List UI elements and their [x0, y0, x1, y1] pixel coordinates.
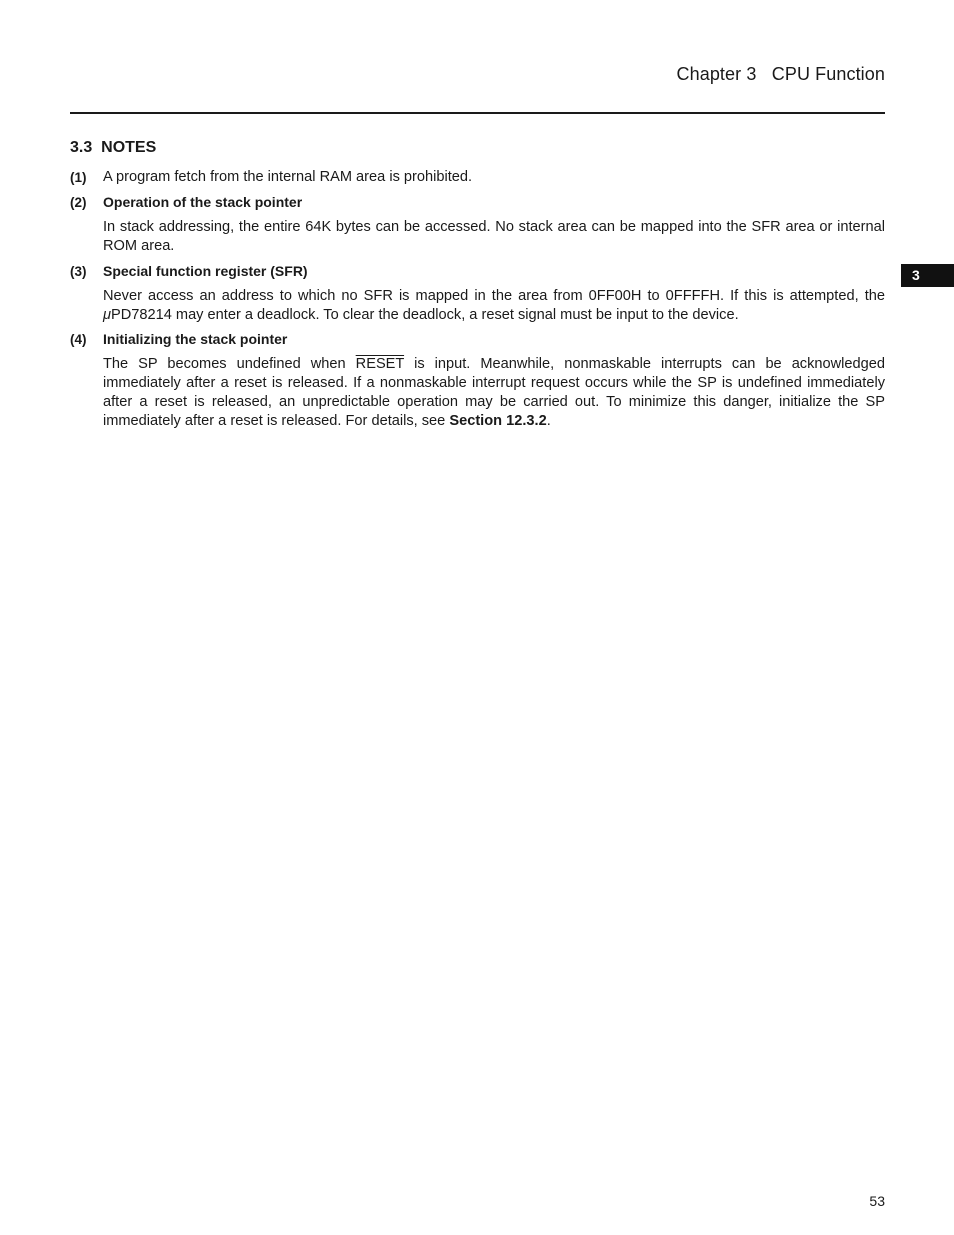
section-reference: Section 12.3.2 [449, 413, 547, 429]
section-heading: 3.3 NOTES [70, 139, 157, 156]
note-2 [70, 193, 885, 258]
note-body [103, 287, 885, 325]
note-number: (3) [70, 264, 87, 279]
note-number: (1) [70, 170, 87, 185]
header-rule [70, 112, 885, 114]
note-text: A program fetch from the internal RAM area is prohibited. [103, 169, 473, 185]
note-number: (2) [70, 195, 87, 210]
note-1 [70, 168, 885, 188]
chapter-tab: 3 [901, 264, 954, 287]
chapter-header: Chapter 3 CPU Function [676, 64, 885, 84]
note-body: In stack addressing, the entire 64K bytes can be accessed. No stack area can be mapped into the SFR area or internal ROM area. [103, 219, 885, 254]
note-title: Operation of the stack pointer [103, 194, 303, 210]
note-body-text: . [546, 413, 551, 429]
note-body-text: The SP becomes undefined when [103, 356, 356, 372]
mu-symbol: μ [103, 307, 111, 323]
note-4 [70, 330, 885, 435]
note-body-text: is input. Meanwhile, nonmaskable interrupts can be acknowledged immediately after a reset is released. If a nonmaskable interrupt request occurs while the SP is undefined immediately after a reset is released, an unpredictable operation may be carried out. To minimize this danger, initialize the SP immediately after a reset is released. For details, see [103, 356, 886, 429]
reset-signal: RESET [355, 356, 405, 372]
note-body [103, 355, 885, 431]
note-3 [70, 262, 885, 327]
note-number: (4) [70, 332, 87, 347]
page-number: 53 [869, 1193, 885, 1209]
note-body-text: PD78214 may enter a deadlock. To clear the deadlock, a reset signal must be input to the device. [111, 307, 739, 323]
note-title: Initializing the stack pointer [103, 331, 288, 347]
note-body-text: Never access an address to which no SFR is mapped in the area from 0FF00H to 0FFFFH. If this is attempted, the [103, 288, 885, 304]
note-title: Special function register (SFR) [103, 263, 308, 279]
